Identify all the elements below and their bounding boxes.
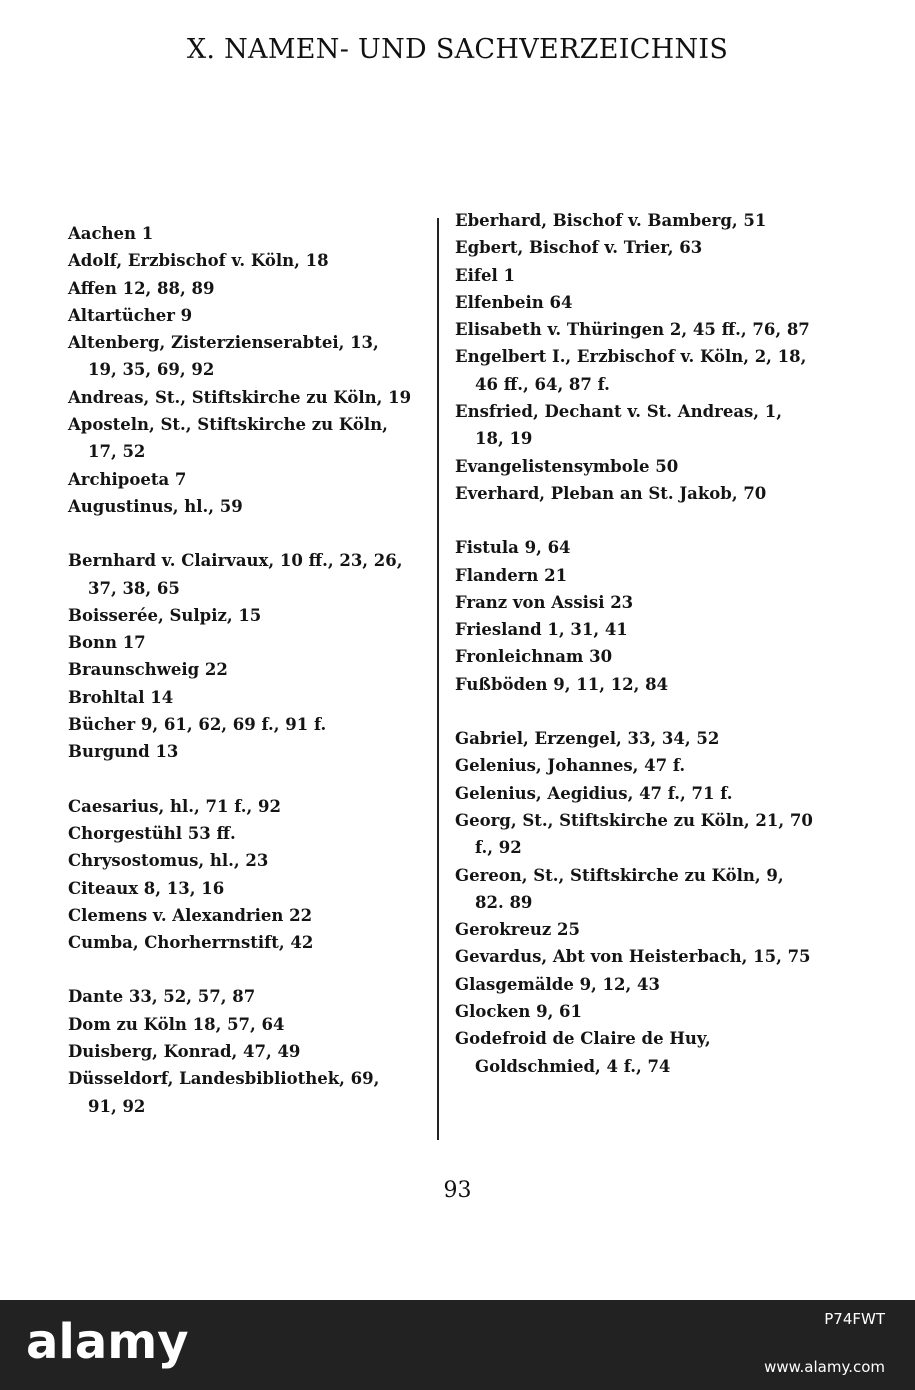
watermark-footer xyxy=(0,1300,915,1390)
index-letter-group xyxy=(455,725,815,1080)
index-entry: Altartücher 9 xyxy=(68,305,193,325)
index-entry: Fußböden 9, 11, 12, 84 xyxy=(455,674,669,694)
index-entry: Franz von Assisi 23 xyxy=(455,592,634,612)
column-divider xyxy=(437,218,439,1140)
index-entry: Gabriel, Erzengel, 33, 34, 52 xyxy=(455,729,720,749)
index-entry: Ensfried, Dechant v. St. Andreas, 1, 18, 19 xyxy=(455,402,783,449)
index-entry: Düsseldorf, Landesbibliothek, 69, 91, 92 xyxy=(68,1069,380,1116)
index-entry: Bücher 9, 61, 62, 69 f., 91 f. xyxy=(68,715,327,735)
index-entry: Chorgestühl 53 ff. xyxy=(68,823,236,843)
index-entry: Dante 33, 52, 57, 87 xyxy=(68,987,256,1007)
index-entry: Augustinus, hl., 59 xyxy=(68,496,243,516)
index-entry: Brohltal 14 xyxy=(68,687,174,707)
index-entry: Godefroid de Claire de Huy, Goldschmied, 4 f., 74 xyxy=(455,1029,711,1076)
page-title: X. NAMEN- UND SACHVERZEICHNIS xyxy=(186,34,729,65)
index-entry: Gereon, St., Stiftskirche zu Köln, 9, 82. 89 xyxy=(455,865,784,912)
index-entry: Fronleichnam 30 xyxy=(455,647,613,667)
index-entry: Eifel 1 xyxy=(455,265,515,285)
index-entry: Bernhard v. Clairvaux, 10 ff., 23, 26, 37, 38, 65 xyxy=(68,551,403,598)
index-entry: Altenberg, Zisterzienserabtei, 13, 19, 35, 69, 92 xyxy=(68,333,379,380)
index-entry: Citeaux 8, 13, 16 xyxy=(68,878,225,898)
index-entry: Fistula 9, 64 xyxy=(455,538,571,558)
index-entry: Affen 12, 88, 89 xyxy=(68,278,215,298)
index-entry: Gelenius, Johannes, 47 f. xyxy=(455,756,686,776)
index-letter-group xyxy=(455,207,815,507)
index-entry: Aposteln, St., Stiftskirche zu Köln, 17, 52 xyxy=(68,415,388,462)
index-entry: Cumba, Chorherrnstift, 42 xyxy=(68,933,314,953)
index-letter-group xyxy=(68,220,413,520)
index-entry: Chrysostomus, hl., 23 xyxy=(68,851,269,871)
index-letter-group xyxy=(68,793,413,957)
index-entry: Gevardus, Abt von Heisterbach, 15, 75 xyxy=(455,947,811,967)
index-letter-group xyxy=(455,534,815,698)
image-code: P74FWT xyxy=(824,1310,885,1328)
index-entry: Duisberg, Konrad, 47, 49 xyxy=(68,1042,301,1062)
index-column-left xyxy=(68,220,413,1147)
index-column-right xyxy=(455,207,815,1107)
index-entry: Archipoeta 7 xyxy=(68,469,187,489)
index-entry: Evangelistensymbole 50 xyxy=(455,456,679,476)
index-entry: Clemens v. Alexandrien 22 xyxy=(68,905,313,925)
index-entry: Gelenius, Aegidius, 47 f., 71 f. xyxy=(455,783,733,803)
index-entry: Caesarius, hl., 71 f., 92 xyxy=(68,796,281,816)
index-entry: Everhard, Pleban an St. Jakob, 70 xyxy=(455,483,767,503)
brand-logo: alamy xyxy=(26,1314,189,1370)
index-entry: Adolf, Erzbischof v. Köln, 18 xyxy=(68,251,329,271)
index-entry: Glocken 9, 61 xyxy=(455,1002,583,1022)
index-entry: Friesland 1, 31, 41 xyxy=(455,620,628,640)
index-entry: Burgund 13 xyxy=(68,742,179,762)
index-entry: Aachen 1 xyxy=(68,224,154,243)
page-number: 93 xyxy=(443,1178,472,1203)
index-entry: Elisabeth v. Thüringen 2, 45 ff., 76, 87 xyxy=(455,320,810,340)
index-entry: Dom zu Köln 18, 57, 64 xyxy=(68,1014,285,1034)
index-entry: Georg, St., Stiftskirche zu Köln, 21, 70 f., 92 xyxy=(455,810,813,858)
index-letter-group xyxy=(68,983,413,1119)
index-entry: Braunschweig 22 xyxy=(68,660,228,680)
index-entry: Flandern 21 xyxy=(455,565,568,585)
site-url: www.alamy.com xyxy=(764,1358,885,1376)
index-entry: Elfenbein 64 xyxy=(455,292,573,312)
index-entry: Gerokreuz 25 xyxy=(455,920,580,940)
index-entry: Bonn 17 xyxy=(68,633,146,653)
index-entry: Glasgemälde 9, 12, 43 xyxy=(455,974,660,994)
index-entry: Engelbert I., Erzbischof v. Köln, 2, 18, 46 ff., 64, 87 f. xyxy=(455,347,807,394)
index-entry: Boisserée, Sulpiz, 15 xyxy=(68,605,262,625)
index-entry: Andreas, St., Stiftskirche zu Köln, 19 xyxy=(68,387,412,407)
index-entry: Eberhard, Bischof v. Bamberg, 51 xyxy=(455,211,767,230)
index-letter-group xyxy=(68,547,413,765)
index-entry: Egbert, Bischof v. Trier, 63 xyxy=(455,238,703,258)
